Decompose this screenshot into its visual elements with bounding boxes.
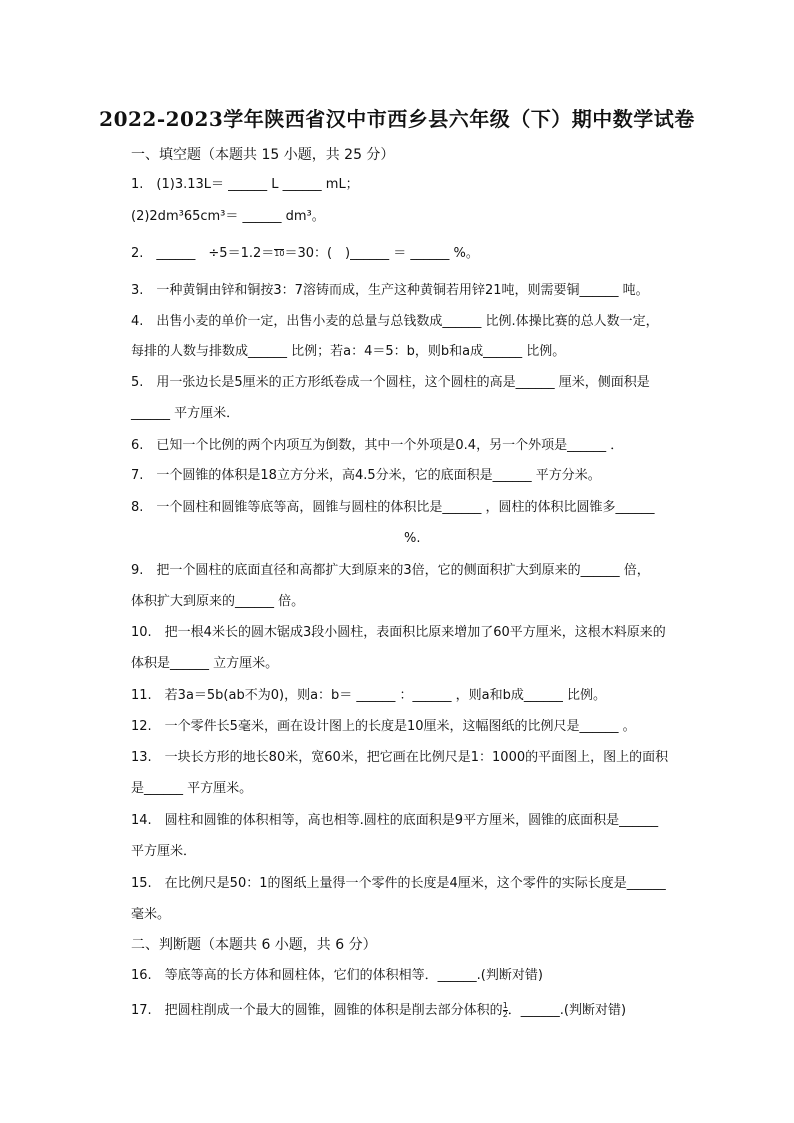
question-4b: 每排的人数与排数成______ 比例；若a：4＝5：b，则b和a成______ 比例。 — [131, 344, 566, 359]
question-15a: 15. 在比例尺是50：1的图纸上量得一个零件的长度是4厘米，这个零件的实际长度是______ — [131, 876, 666, 891]
question-13b: 是______ 平方厘米。 — [131, 781, 253, 796]
question-16: 16. 等底等高的长方体和圆柱体，它们的体积相等．______.(判断对错) — [131, 968, 543, 983]
question-6: 6. 已知一个比例的两个内项互为倒数，其中一个外项是0.4，另一个外项是______ ． — [131, 438, 624, 453]
question-17-denominator: 2 — [502, 1010, 508, 1019]
question-12: 12. 一个零件长5毫米，画在设计图上的长度是10厘米，这幅图纸的比例尺是______ 。 — [131, 719, 636, 734]
question-5a: 5. 用一张边长是5厘米的正方形纸卷成一个圆柱，这个圆柱的高是______ 厘米，侧面积是 — [131, 375, 650, 390]
question-17 — [131, 1001, 691, 1021]
question-4a: 4. 出售小麦的单价一定，出售小麦的总量与总钱数成______ 比例.体操比赛的总人数一定， — [131, 314, 659, 329]
section-true-false: 二、判断题（本题共 6 小题，共 6 分） — [131, 937, 377, 953]
question-2-fraction — [274, 249, 284, 258]
question-14a: 14. 圆柱和圆锥的体积相等，高也相等.圆柱的底面积是9平方厘米，圆锥的底面积是______ — [131, 813, 659, 828]
question-2-post: ＝30：( )______ ＝ ______ %。 — [284, 246, 479, 261]
question-7: 7. 一个圆锥的体积是18立方分米，高4.5分米，它的底面积是______ 平方分米。 — [131, 468, 601, 483]
question-11: 11. 若3a＝5b(ab不为0)，则a：b＝ ______ ：______ ，则a和b成______ 比例。 — [131, 688, 607, 703]
question-5b: ______ 平方厘米． — [131, 406, 240, 421]
question-3: 3. 一种黄铜由锌和铜按3：7溶铸而成，生产这种黄铜若用锌21吨，则需要铜______ 吨。 — [131, 283, 649, 298]
question-9a: 9. 把一个圆柱的底面直径和高都扩大到原来的3倍，它的侧面积扩大到原来的______ 倍， — [131, 563, 650, 578]
question-1a: 1. (1)3.13L＝ ______ L ______ mL； — [131, 177, 359, 192]
question-2 — [131, 244, 691, 264]
question-2-pre: 2. ______ ÷5＝1.2＝ — [131, 246, 275, 261]
question-8a: 8. 一个圆柱和圆锥等底等高，圆锥与圆柱的体积比是______ ，圆柱的体积比圆锥多______ — [131, 500, 655, 515]
question-1b: (2)2dm³65cm³＝ ______ dm³。 — [131, 209, 325, 224]
question-13a: 13. 一块长方形的地长80米，宽60米，把它画在比例尺是1：1000的平面图上，图上的面积 — [131, 750, 669, 765]
question-17-post: ．______.(判断对错) — [507, 1003, 627, 1018]
question-8b: %. — [404, 531, 421, 546]
question-17-numerator: 1 — [502, 1001, 508, 1010]
page-title: 2022-2023学年陕西省汉中市西乡县六年级（下）期中数学试卷 — [99, 107, 695, 131]
question-14b: 平方厘米． — [131, 844, 197, 859]
section-fill-blank: 一、填空题（本题共 15 小题，共 25 分） — [131, 147, 395, 163]
question-15b: 毫米。 — [131, 907, 171, 922]
question-10a: 10. 把一根4米长的圆木锯成3段小圆柱，表面积比原来增加了60平方厘米，这根木料原来的 — [131, 625, 666, 640]
question-2-denominator: 10 — [274, 249, 285, 258]
question-9b: 体积扩大到原来的______ 倍。 — [131, 594, 305, 609]
question-10b: 体积是______ 立方厘米。 — [131, 656, 279, 671]
question-17-pre: 17. 把圆柱削成一个最大的圆锥，圆锥的体积是削去部分体积的 — [131, 1003, 503, 1018]
